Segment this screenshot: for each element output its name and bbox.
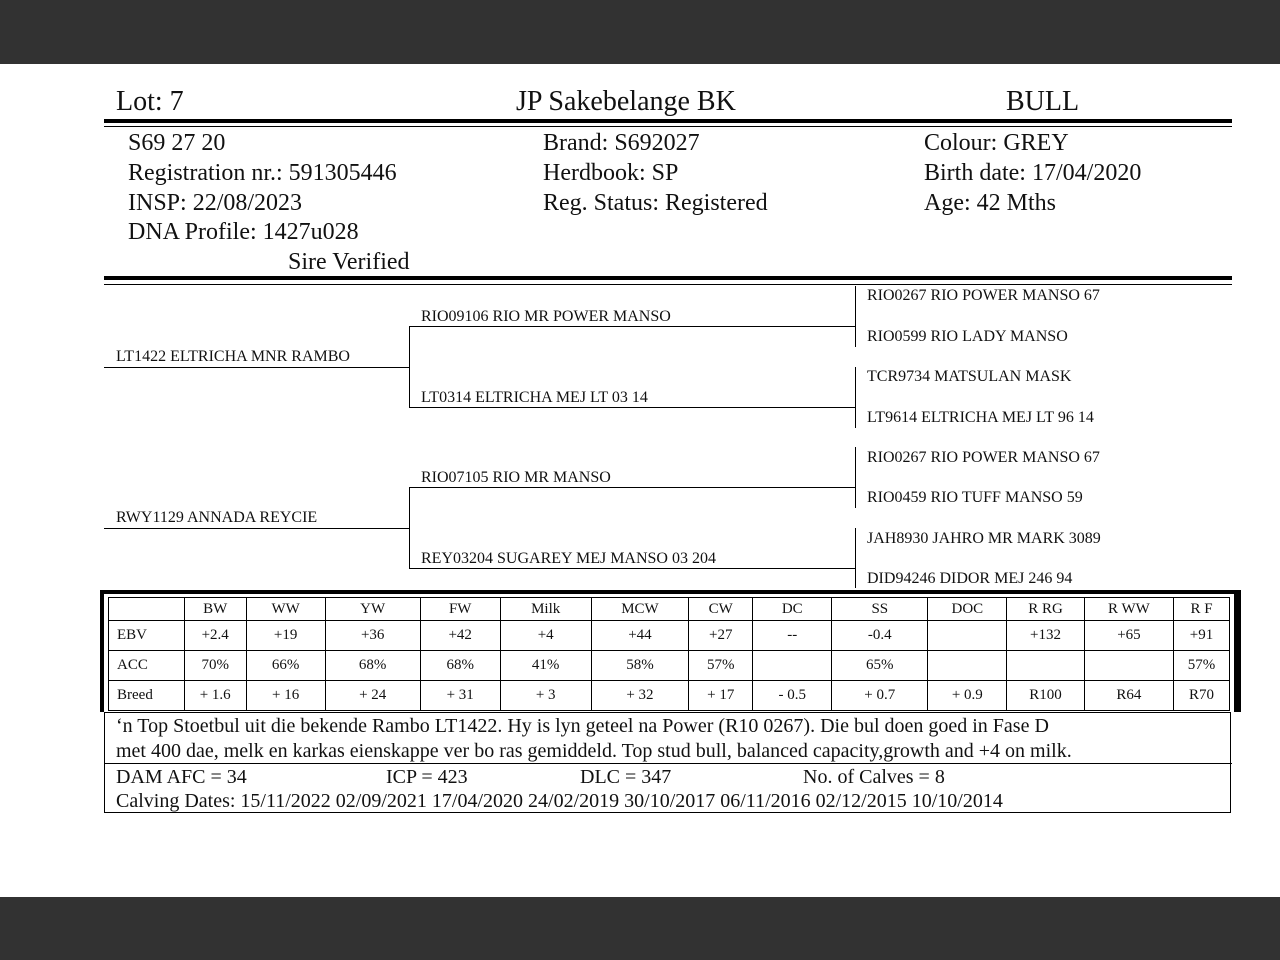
ebv-cell: -- [753, 621, 832, 651]
ebv-cell: -0.4 [832, 621, 928, 651]
pedigree-line [855, 447, 856, 508]
breeder-name: JP Sakebelange BK [516, 86, 736, 117]
pedigree-ddd: DID94246 DIDOR MEJ 246 94 [867, 570, 1073, 587]
ebv-cell [928, 621, 1007, 651]
ebv-header-row [109, 598, 1230, 621]
ebv-cell: +36 [325, 621, 420, 651]
info-rule-thin [104, 284, 1232, 285]
ebv-col-header: BW [184, 598, 246, 621]
pedigree-line [409, 407, 855, 408]
ebv-cell: + 17 [689, 681, 753, 711]
pedigree-dam: RWY1129 ANNADA REYCIE [116, 509, 318, 526]
animal-sex: BULL [1006, 86, 1080, 117]
description-line-2: met 400 dae, melk en karkas eienskappe ver bo ras gemiddeld. Top stud bull, balanced capacity,growth and +4 on milk. [116, 740, 1072, 762]
pedigree-sire-dam: LT0314 ELTRICHA MEJ LT 03 14 [421, 389, 648, 406]
herdbook: Herdbook: SP [543, 160, 679, 186]
ebv-col-header: YW [325, 598, 420, 621]
pedigree-line [409, 326, 855, 327]
ebv-cell: + 3 [500, 681, 591, 711]
ebv-col-header: R RG [1007, 598, 1085, 621]
ebv-cell: + 24 [325, 681, 420, 711]
ebv-cell: +42 [420, 621, 500, 651]
pedigree-line [409, 487, 410, 569]
ebv-cell: R70 [1173, 681, 1229, 711]
ebv-cell: +2.4 [184, 621, 246, 651]
ebv-col-header: Milk [500, 598, 591, 621]
ebv-col-header: DC [753, 598, 832, 621]
header-rule-thin [104, 126, 1232, 127]
ebv-cell: + 1.6 [184, 681, 246, 711]
ebv-cell: 58% [591, 651, 688, 681]
dna-profile: DNA Profile: 1427u028 [128, 219, 359, 245]
birth-date: Birth date: 17/04/2020 [924, 160, 1142, 186]
bottom-letterbox-bar [0, 897, 1280, 960]
ebv-cell: 41% [500, 651, 591, 681]
ebv-row-ebv [109, 621, 1230, 651]
description-line-1: ‘n Top Stoetbul uit die bekende Rambo LT1422. Hy is lyn geteel na Power (R10 0267). Die bul doen goed in Fase D [116, 715, 1049, 737]
ebv-cell [1007, 651, 1085, 681]
ebv-cell [928, 651, 1007, 681]
ebv-cell: +44 [591, 621, 688, 651]
ebv-row-label: EBV [109, 621, 185, 651]
inspection-date: INSP: 22/08/2023 [128, 190, 303, 216]
sire-verified: Sire Verified [288, 249, 410, 275]
pedigree-dds: JAH8930 JAHRO MR MARK 3089 [867, 530, 1101, 547]
pedigree-dsd: RIO0459 RIO TUFF MANSO 59 [867, 489, 1083, 506]
ebv-cell: - 0.5 [753, 681, 832, 711]
ebv-cell: + 31 [420, 681, 500, 711]
ebv-cell: + 16 [246, 681, 325, 711]
brand: Brand: S692027 [543, 130, 700, 156]
ebv-col-header: WW [246, 598, 325, 621]
ebv-cell: +65 [1084, 621, 1173, 651]
ebv-row-label: Breed [109, 681, 185, 711]
ebv-col-header: R WW [1084, 598, 1173, 621]
dam-icp: ICP = 423 [386, 766, 468, 788]
ebv-col-header: FW [420, 598, 500, 621]
ebv-cell [1084, 651, 1173, 681]
pedigree-line [104, 367, 409, 368]
pedigree-sire-sire: RIO09106 RIO MR POWER MANSO [421, 308, 671, 325]
calving-dates: Calving Dates: 15/11/2022 02/09/2021 17/04/2020 24/02/2019 30/10/2017 06/11/2016 02/12/2015 10/10/2014 [116, 790, 1003, 812]
ebv-col-header: R F [1173, 598, 1229, 621]
registration-number: Registration nr.: 591305446 [128, 160, 397, 186]
dam-afc: DAM AFC = 34 [116, 766, 247, 788]
info-rule-thick [104, 276, 1232, 280]
registration-status: Reg. Status: Registered [543, 190, 768, 216]
pedigree-dss: RIO0267 RIO POWER MANSO 67 [867, 449, 1100, 466]
animal-id: S69 27 20 [128, 130, 226, 156]
ebv-cell: +91 [1173, 621, 1229, 651]
ebv-cell: 68% [420, 651, 500, 681]
ebv-col-header: MCW [591, 598, 688, 621]
lot-number: Lot: 7 [116, 86, 184, 117]
pedigree-sss: RIO0267 RIO POWER MANSO 67 [867, 287, 1100, 304]
pedigree-sire: LT1422 ELTRICHA MNR RAMBO [116, 348, 350, 365]
ebv-cell [753, 651, 832, 681]
ebv-cell: 65% [832, 651, 928, 681]
ebv-cell: 68% [325, 651, 420, 681]
ebv-cell: +19 [246, 621, 325, 651]
ebv-cell: +27 [689, 621, 753, 651]
pedigree-line [855, 286, 856, 347]
ebv-col-header: DOC [928, 598, 1007, 621]
dam-dlc: DLC = 347 [580, 766, 672, 788]
ebv-cell: 57% [689, 651, 753, 681]
ebv-col-header [109, 598, 185, 621]
ebv-table [108, 597, 1230, 711]
ebv-col-header: CW [689, 598, 753, 621]
ebv-cell: +4 [500, 621, 591, 651]
ebv-col-header: SS [832, 598, 928, 621]
ebv-row-label: ACC [109, 651, 185, 681]
pedigree-sds: TCR9734 MATSULAN MASK [867, 368, 1072, 385]
ebv-cell: R100 [1007, 681, 1085, 711]
pedigree-line [855, 528, 856, 588]
ebv-cell: 66% [246, 651, 325, 681]
pedigree-dam-dam: REY03204 SUGAREY MEJ MANSO 03 204 [421, 550, 716, 567]
ebv-cell: + 0.7 [832, 681, 928, 711]
top-letterbox-bar [0, 0, 1280, 64]
ebv-cell: 70% [184, 651, 246, 681]
age: Age: 42 Mths [924, 190, 1056, 216]
pedigree-line [409, 568, 855, 569]
pedigree-line [104, 528, 409, 529]
colour: Colour: GREY [924, 130, 1069, 156]
ebv-cell: 57% [1173, 651, 1229, 681]
ebv-cell: + 32 [591, 681, 688, 711]
header-rule-thick [104, 119, 1232, 123]
ebv-cell: +132 [1007, 621, 1085, 651]
pedigree-sdd: LT9614 ELTRICHA MEJ LT 96 14 [867, 409, 1094, 426]
pedigree-line [855, 367, 856, 428]
pedigree-line [409, 487, 855, 488]
dam-calves-count: No. of Calves = 8 [803, 766, 945, 788]
ebv-cell: R64 [1084, 681, 1173, 711]
pedigree-line [409, 326, 410, 408]
ebv-row-breed [109, 681, 1230, 711]
pedigree-ssd: RIO0599 RIO LADY MANSO [867, 328, 1068, 345]
pedigree-dam-sire: RIO07105 RIO MR MANSO [421, 469, 611, 486]
description-divider [104, 763, 1232, 764]
ebv-cell: + 0.9 [928, 681, 1007, 711]
ebv-row-acc [109, 651, 1230, 681]
